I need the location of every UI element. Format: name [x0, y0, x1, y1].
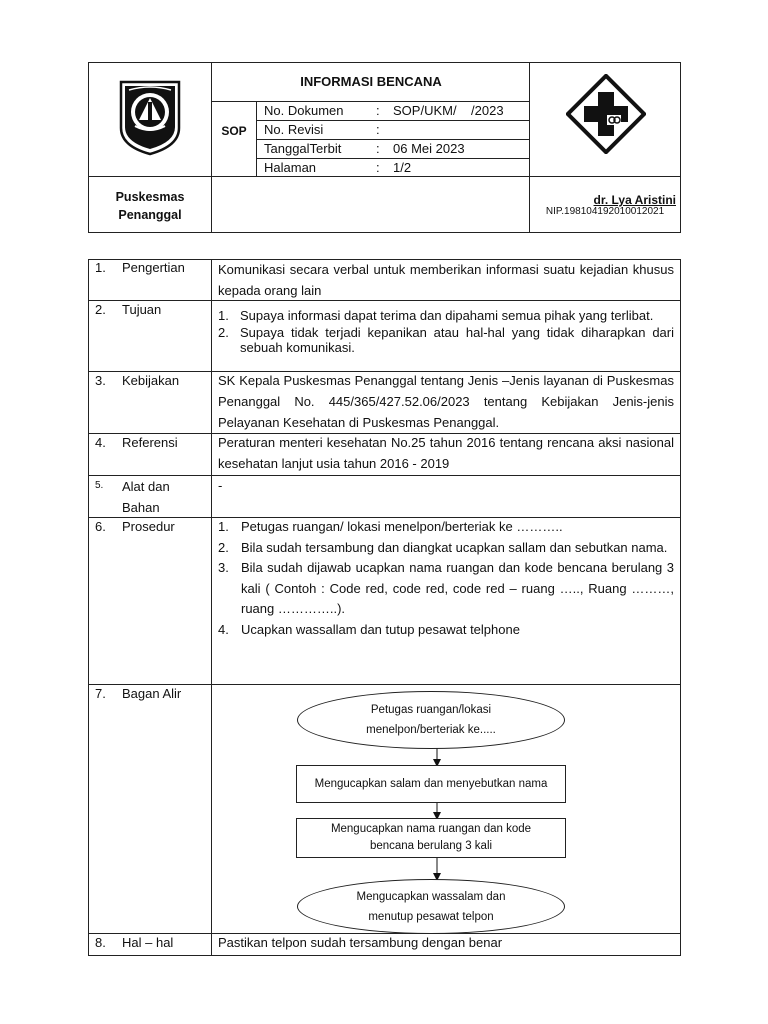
row-number: 7. — [95, 686, 106, 701]
org-name-line1: Puskesmas — [115, 190, 185, 204]
row-number: 4. — [95, 435, 106, 450]
alat-text: - — [218, 478, 223, 493]
row-number: 3. — [95, 373, 106, 388]
row-number: 2. — [95, 302, 106, 317]
meta-label-halaman: Halaman — [264, 160, 317, 175]
signer-name: dr. Lya Aristini — [593, 193, 676, 207]
meta-value-no-dokumen: SOP/UKM/ /2023 — [393, 103, 504, 118]
pengertian-text: Komunikasi secara verbal untuk memberikan informasi suatu kejadian khusus kepada orang lain — [218, 262, 674, 298]
list-number: 3. — [218, 560, 229, 575]
org-name-line2: Penanggal — [118, 208, 182, 222]
flow-step-box: Mengucapkan salam dan menyebutkan nama — [296, 765, 566, 803]
flow-end-ellipse: Mengucapkan wassalam dan menutup pesawat telpon — [297, 879, 565, 934]
meta-label-no-dokumen: No. Dokumen — [264, 103, 344, 118]
row-number: 5. — [95, 480, 104, 491]
list-text: Bila sudah dijawab ucapkan nama ruangan dan kode bencana berulang 3 kali ( Contoh : Code red, code red, code red – ruang ….., Ruang ………, ruang …………..). — [241, 560, 674, 616]
list-text: Bila sudah tersambung dan diangkat ucapkan sallam dan sebutkan nama. — [241, 539, 668, 555]
list-number: 2. — [218, 325, 229, 340]
row-label-kebijakan: Kebijakan — [122, 373, 180, 388]
flow-start-ellipse: Petugas ruangan/lokasi menelpon/berteriak ke..... — [297, 691, 565, 749]
flow-step-box: Mengucapkan nama ruangan dan kode bencana berulang 3 kali — [296, 818, 566, 858]
meta-value-tanggal-terbit: 06 Mei 2023 — [393, 141, 465, 156]
list-text: Petugas ruangan/ lokasi menelpon/berteriak ke ……….. — [241, 519, 563, 534]
meta-sep: : — [376, 141, 380, 156]
list-text: Supaya tidak terjadi kepanikan atau hal-hal yang tidak diharapkan dari sebuah komunikasi. — [240, 325, 674, 355]
signer-nip: NIP.198104192010012021 — [545, 206, 665, 217]
row-label-tujuan: Tujuan — [122, 302, 162, 317]
kebijakan-text: SK Kepala Puskesmas Penanggal tentang Jenis –Jenis layanan di Puskesmas Penanggal No. 445/365/427.52.06/2023 tentang Kebijakan Jenis-jenis Pelayanan Kesehatan di Puskesmas Penanggal. — [218, 373, 674, 430]
meta-sep: : — [376, 160, 380, 175]
list-number: 1. — [218, 308, 229, 323]
meta-sep: : — [376, 122, 380, 137]
row-label-referensi: Referensi — [122, 435, 178, 450]
sop-label: SOP — [221, 124, 247, 138]
hal-text: Pastikan telpon sudah tersambung dengan benar — [218, 935, 503, 950]
meta-sep: : — [376, 103, 380, 118]
list-number: 1. — [218, 519, 229, 534]
document-title: INFORMASI BENCANA — [300, 74, 442, 89]
list-text: Supaya informasi dapat terima dan dipahami semua pihak yang terlibat. — [240, 308, 654, 323]
list-number: 2. — [218, 539, 229, 555]
row-label-pengertian: Pengertian — [122, 260, 185, 275]
row-number: 1. — [95, 260, 106, 275]
row-label-alat-line1: Alat dan — [122, 479, 170, 494]
row-number: 6. — [95, 519, 106, 534]
row-label-prosedur: Prosedur — [122, 519, 175, 534]
row-label-hal: Hal – hal — [122, 935, 174, 950]
meta-label-no-revisi: No. Revisi — [264, 122, 324, 137]
row-label-alat-line2: Bahan — [122, 500, 160, 515]
row-number: 8. — [95, 935, 106, 950]
meta-label-tanggal-terbit: TanggalTerbit — [264, 141, 342, 156]
list-text: Ucapkan wassallam dan tutup pesawat telphone — [241, 621, 520, 637]
referensi-text: Peraturan menteri kesehatan No.25 tahun 2016 tentang rencana aksi nasional kesehatan lanjut usia tahun 2016 - 2019 — [218, 435, 674, 471]
meta-value-halaman: 1/2 — [393, 160, 412, 175]
list-number: 4. — [218, 621, 229, 637]
row-label-bagan: Bagan Alir — [122, 686, 182, 701]
